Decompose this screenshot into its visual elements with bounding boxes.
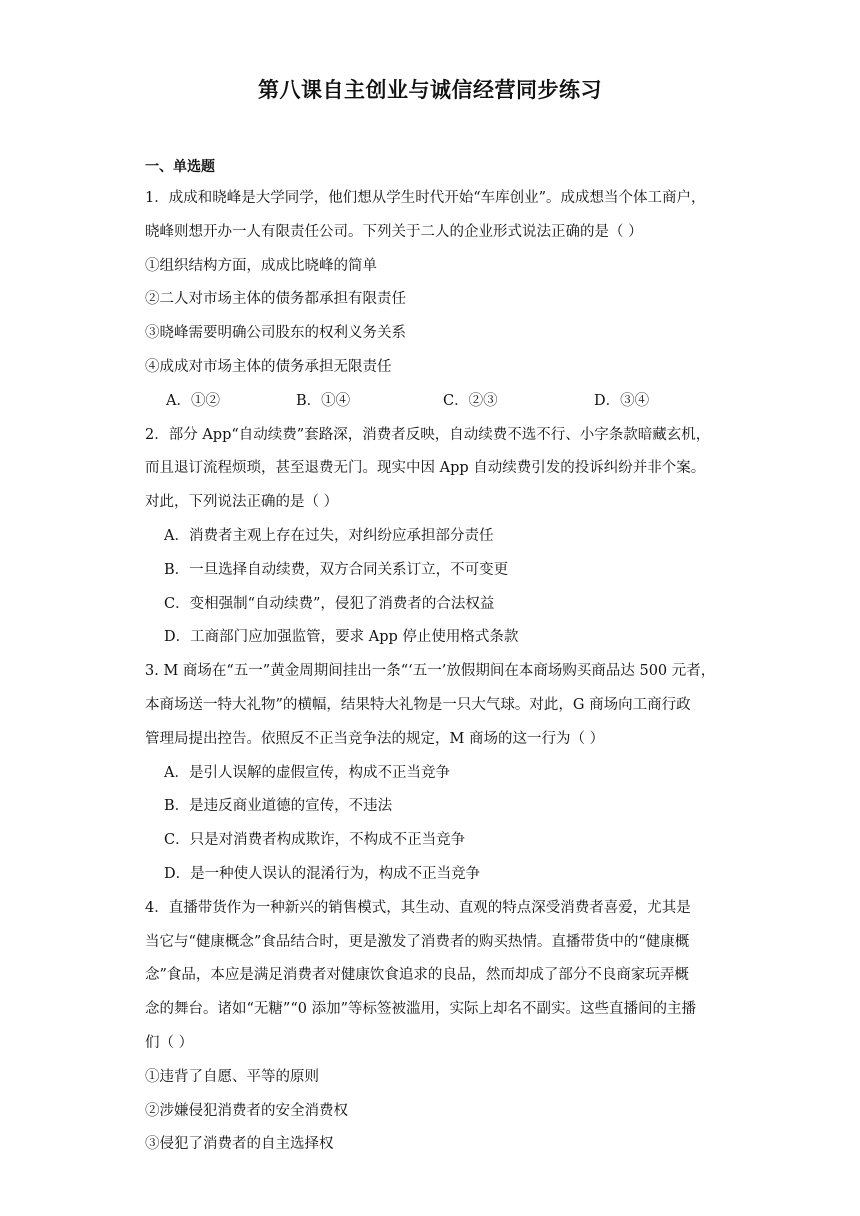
question-1-line: 晓峰则想开办一人有限责任公司。下列关于二人的企业形式说法正确的是（ ） xyxy=(145,223,643,240)
question-4-line: 念”食品，本应是满足消费者对健康饮食追求的良品，然而却成了部分不良商家玩弄概 xyxy=(145,967,689,984)
question-3-option-d: D．是一种使人误认的混淆行为，构成不正当竞争 xyxy=(164,865,481,882)
question-1 xyxy=(145,182,715,419)
question-1-options xyxy=(145,385,715,419)
section-heading: 一、单选题 xyxy=(145,159,215,175)
question-3-line: 3. M 商场在“五一”黄金周期间挂出一条“‘五一’放假期间在本商场购买商品达 500 元者， xyxy=(145,663,715,680)
question-4-line: 当它与“健康概念”食品结合时，更是激发了消费者的购买热情。直播带货中的“健康概 xyxy=(145,933,690,950)
question-1-statement: ②二人对市场主体的债务都承担有限责任 xyxy=(145,291,406,308)
question-2 xyxy=(145,419,715,656)
question-2-line: 而且退订流程烦琐，甚至退费无门。现实中因 App 自动续费引发的投诉纠纷并非个案。 xyxy=(145,460,706,477)
question-2-line: 对此，下列说法正确的是（ ） xyxy=(145,494,339,511)
question-1-option-a: A．①② xyxy=(166,392,220,409)
question-1-option-d: D．③④ xyxy=(594,392,650,409)
question-1-option-c: C．②③ xyxy=(443,392,498,409)
question-2-line: 2．部分 App“自动续费”套路深，消费者反映，自动续费不选不行、小字条款暗藏玄机， xyxy=(145,426,711,443)
question-2-option-a: A．消费者主观上存在过失，对纠纷应承担部分责任 xyxy=(164,527,494,544)
question-4-line: 们（ ） xyxy=(145,1034,194,1051)
question-2-option-c: C．变相强制“自动续费”，侵犯了消费者的合法权益 xyxy=(164,595,495,612)
question-3 xyxy=(145,655,715,892)
question-3-option-b: B．是违反商业道德的宣传，不违法 xyxy=(164,798,393,815)
page-title: 第八课自主创业与诚信经营同步练习 xyxy=(258,77,602,102)
question-4-line: 念的舞台。诸如“无糖”“0 添加”等标签被滥用，实际上却名不副实。这些直播间的主播 xyxy=(145,1001,696,1018)
document-body xyxy=(145,152,715,1162)
question-1-statement: ④成成对市场主体的债务承担无限责任 xyxy=(145,358,392,375)
question-3-option-a: A．是引人误解的虚假宣传，构成不正当竞争 xyxy=(164,764,450,781)
question-3-line: 管理局提出控告。依照反不正当竞争法的规定，M 商场的这一行为（ ） xyxy=(145,730,605,747)
question-1-statement: ①组织结构方面，成成比晓峰的简单 xyxy=(145,257,377,274)
question-4-line: 4．直播带货作为一种新兴的销售模式，其生动、直观的特点深受消费者喜爱，尤其是 xyxy=(145,899,691,916)
question-4 xyxy=(145,892,715,1162)
question-1-statement: ③晓峰需要明确公司股东的权利义务关系 xyxy=(145,325,406,342)
question-2-option-b: B．一旦选择自动续费，双方合同关系订立，不可变更 xyxy=(164,561,509,578)
question-4-statement: ③侵犯了消费者的自主选择权 xyxy=(145,1136,334,1153)
question-3-line: 本商场送一特大礼物”的横幅，结果特大礼物是一只大气球。对此，G 商场向工商行政 xyxy=(145,696,691,713)
question-4-statement: ①违背了自愿、平等的原则 xyxy=(145,1068,319,1085)
question-1-option-b: B．①④ xyxy=(296,392,351,409)
question-3-option-c: C．只是对消费者构成欺诈，不构成不正当竞争 xyxy=(164,832,466,849)
question-4-statement: ②涉嫌侵犯消费者的安全消费权 xyxy=(145,1102,348,1119)
question-1-line: 1．成成和晓峰是大学同学，他们想从学生时代开始“车库创业”。成成想当个体工商户， xyxy=(145,190,706,206)
question-2-option-d: D．工商部门应加强监管，要求 App 停止使用格式条款 xyxy=(164,629,519,646)
